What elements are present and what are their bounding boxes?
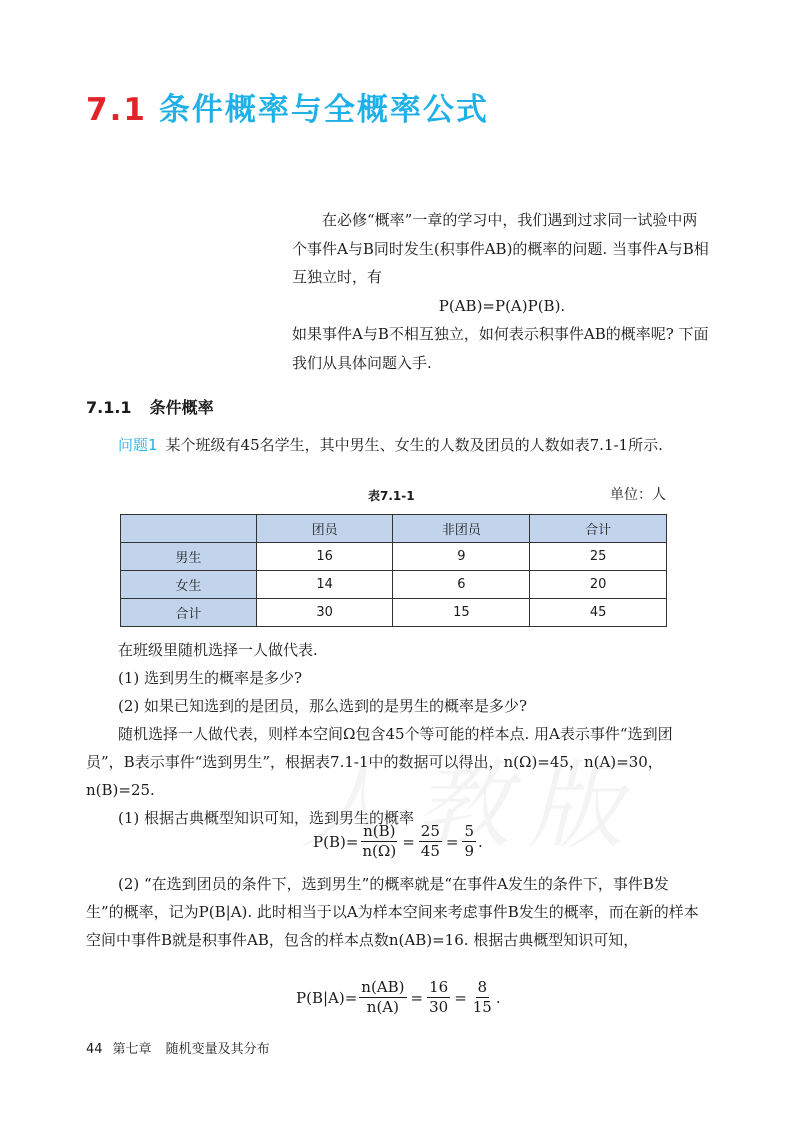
table-cell: 14 bbox=[256, 571, 393, 599]
problem-label: 问题1 bbox=[118, 436, 158, 454]
page-footer bbox=[86, 1038, 270, 1057]
table-row bbox=[121, 543, 667, 571]
body-paragraph: (2) 如果已知选到的是团员，那么选到的是男生的概率是多少? bbox=[118, 697, 528, 715]
table-cell: 30 bbox=[256, 599, 393, 627]
body-text-continued bbox=[86, 870, 700, 954]
formula-lhs: P(B|A)= bbox=[296, 988, 358, 1007]
table-row bbox=[121, 571, 667, 599]
table-cell: 25 bbox=[530, 543, 667, 571]
fraction: $\frac{25}{45}$ bbox=[420, 822, 440, 860]
table-header-cell: 合计 bbox=[530, 515, 667, 543]
problem-statement bbox=[86, 432, 700, 459]
body-paragraph: (2) “在选到团员的条件下，选到男生”的概率就是“在事件A发生的条件下，事件B发生”的概率，记为P(B|A). 此时相当于以A为样本空间来考虑事件B发生的概率，而在新的样本空间中事件B就是积事件AB，包含的样本点数n(AB)=16. 根据古典概型知识可知， bbox=[86, 875, 699, 949]
table-cell: 20 bbox=[530, 571, 667, 599]
section-heading bbox=[86, 84, 489, 129]
table-row-label: 合计 bbox=[121, 599, 257, 627]
fraction: $\frac{5}{9}$ bbox=[464, 822, 474, 860]
formula-pb: P(B)= $\frac{n(B)}{n(\Omega)}$ = $\frac{25}{45}$ = $\frac{5}{9}$ . bbox=[313, 822, 483, 860]
table-header-row bbox=[121, 515, 667, 543]
chapter-number: 第七章 bbox=[112, 1042, 152, 1057]
fraction: $\frac{n(B)}{n(\Omega)}$ bbox=[362, 822, 397, 860]
independence-formula: P(AB)=P(A)P(B). bbox=[438, 296, 566, 315]
table-row-label: 男生 bbox=[121, 543, 257, 571]
chapter-title: 随机变量及其分布 bbox=[165, 1042, 270, 1057]
body-paragraph: 在班级里随机选择一人做代表. bbox=[118, 641, 318, 659]
table-caption: 表7.1-1 bbox=[368, 489, 415, 503]
table-corner-cell bbox=[121, 515, 257, 543]
body-paragraph: (1) 根据古典概型知识可知，选到男生的概率 bbox=[118, 809, 415, 827]
table-cell: 6 bbox=[393, 571, 530, 599]
table-unit: 单位：人 bbox=[610, 487, 666, 503]
intro-paragraph: 在必修“概率”一章的学习中，我们遇到过求同一试验中两个事件A与B同时发生(积事件AB)的概率的问题. 当事件A与B相互独立时，有 bbox=[292, 211, 709, 286]
section-number: 7.1 bbox=[86, 92, 147, 128]
subsection-number: 7.1.1 bbox=[86, 398, 132, 417]
table-row bbox=[121, 599, 667, 627]
table-header-cell: 团员 bbox=[256, 515, 393, 543]
table-cell: 15 bbox=[393, 599, 530, 627]
subsection-title: 条件概率 bbox=[149, 398, 214, 417]
fraction: $\frac{16}{30}$ bbox=[429, 978, 449, 1016]
table-cell: 16 bbox=[256, 543, 393, 571]
table-cell: 9 bbox=[393, 543, 530, 571]
fraction: $\frac{8}{15}$ bbox=[472, 978, 492, 1016]
body-paragraph: (1) 选到男生的概率是多少? bbox=[118, 669, 303, 687]
section-title: 条件概率与全概率公式 bbox=[158, 92, 489, 128]
page-number: 44 bbox=[86, 1042, 103, 1057]
body-text bbox=[86, 636, 700, 832]
data-table bbox=[120, 514, 667, 627]
intro-box bbox=[292, 206, 712, 377]
problem-text: 某个班级有45名学生，其中男生、女生的人数及团员的人数如表7.1-1所示. bbox=[165, 436, 663, 454]
body-paragraph: 随机选择一人做代表，则样本空间Ω包含45个等可能的样本点. 用A表示事件“选到团员”，B表示事件“选到男生”，根据表7.1-1中的数据可以得出，n(Ω)=45，n(A)=30，n(B)=25. bbox=[86, 725, 673, 799]
table-header-cell: 非团员 bbox=[393, 515, 530, 543]
formula-lhs: P(B)= bbox=[313, 832, 359, 851]
table-row-label: 女生 bbox=[121, 571, 257, 599]
subsection-heading bbox=[86, 395, 214, 418]
table-cell: 45 bbox=[530, 599, 667, 627]
fraction: $\frac{n(AB)}{n(A)}$ bbox=[361, 978, 405, 1016]
formula-pba: P(B|A)= $\frac{n(AB)}{n(A)}$ = $\frac{16}{30}$ = $\frac{8}{15}$ . bbox=[296, 978, 501, 1016]
intro-question: 如果事件A与B不相互独立，如何表示积事件AB的概率呢? 下面我们从具体问题入手. bbox=[292, 325, 709, 372]
